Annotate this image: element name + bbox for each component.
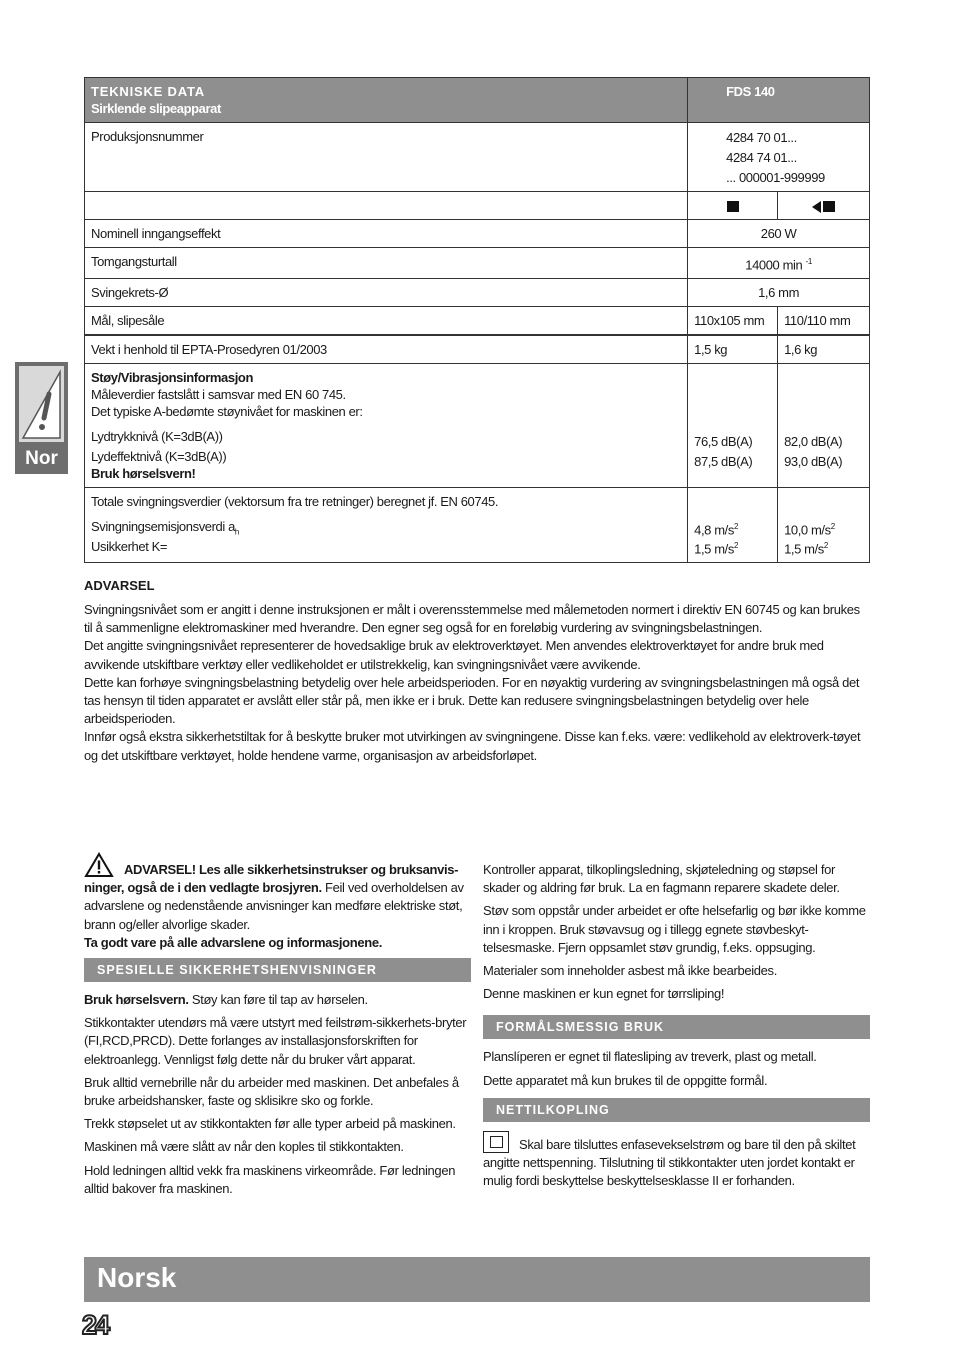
warning-title: ADVARSEL: [84, 578, 155, 593]
right-paragraph-1: Kontroller apparat, tilkoplingsledning, skjøteledning og støpsel for skader og aldring før bruk. La en fagmann reparere skadete deler.: [483, 862, 840, 896]
noise-line-2: Det typiske A-bedømte støynivået for maskinen er:: [91, 404, 363, 420]
vibration-intro: Totale svingningsverdier (vektorsum fra tre retninger) beregnet jf. EN 60745.: [91, 494, 499, 510]
spec-table: [84, 77, 870, 563]
section-special-safety: SPESIELLE SIKKERHETSHENVISNINGER: [84, 958, 471, 982]
spec-row-power: [85, 220, 870, 248]
orbit-label: Svingekrets-Ø: [85, 279, 688, 307]
speed-label: Tomgangsturtall: [85, 248, 688, 279]
squared-sup: 2: [733, 540, 739, 550]
warning-body: [84, 601, 870, 765]
production-value-3: ... 000001-999999: [726, 170, 825, 185]
spec-row-pad: [85, 307, 870, 336]
spec-header-row: [85, 78, 870, 123]
right-column: [483, 861, 870, 1195]
spec-header-title-cell: [85, 78, 688, 123]
squared-sup: 2: [733, 522, 739, 532]
warning-paragraph-2: Det angitte svingningsnivået representerer de hovedsaklige bruk av elektroverktøyet. Men anvendes elektroverktøyet for andre bruk med avvikende utskiftbare verktøy eller vedlikeholdet er utilstrekkelig, kan svingningsnivået være avvikende.: [84, 638, 824, 672]
production-values-cell: [688, 123, 870, 192]
spec-header-subtitle: Sirklende slipeapparat: [91, 101, 221, 116]
protection-class-ii-icon: [483, 1131, 509, 1153]
spec-header-model-cell: [688, 78, 870, 123]
power-label: Nominell inngangseffekt: [85, 220, 688, 248]
vibration-values-2: [778, 488, 870, 563]
side-tab-label: Nor: [25, 448, 58, 469]
spec-row-speed: [85, 248, 870, 279]
hearing-bold: Bruk hørselsvern.: [84, 992, 189, 1008]
spec-header-title: TEKNISKE DATA: [91, 84, 205, 99]
squared-sup: 2: [823, 540, 828, 550]
footer-language: Norsk: [97, 1262, 177, 1293]
spec-row-production: [85, 123, 870, 192]
right-paragraph-2: Støv som oppstår under arbeidet er ofte helsefarlig og bør ikke komme inn i kroppen. Bruk støvavsug og i tillegg egnete støvbeskyt-telsesmaske. Fjern oppsamlet støv grundig, f.eks. oppsuging.: [483, 903, 866, 955]
warning-triangle-icon: [84, 852, 114, 878]
safety-intro-bold: ADVARSEL! Les alle sikkerhetsinstrukser og bruksanvis-ninger, også de i den vedlagte brosjyren.: [84, 862, 459, 896]
power-value: 260 W: [688, 220, 870, 248]
weight-value-2: 1,6 kg: [778, 335, 870, 364]
spec-model: FDS 140: [726, 84, 775, 99]
side-language-tab: [15, 362, 68, 474]
production-label: Produksjonsnummer: [85, 123, 688, 192]
vibration-emission-sub: h: [234, 527, 239, 537]
speed-unit-sup: -1: [805, 257, 812, 266]
left-paragraph-4: Trekk støpselet ut av stikkontakten før alle typer arbeid på maskinen.: [84, 1116, 456, 1132]
noise-values-1: [688, 364, 778, 488]
left-paragraph-5: Maskinen må være slått av når den koples til stikkontakten.: [84, 1139, 404, 1155]
use-paragraph-1: Planslíperen er egnet til flatesliping av treverk, plast og metall.: [483, 1049, 817, 1065]
sound-pressure-label: Lydtrykknivå (K=3dB(A)): [91, 429, 223, 445]
weight-label: Vekt i henhold til EPTA-Prosedyren 01/2003: [85, 335, 688, 364]
side-tab-icon-area: [19, 366, 64, 442]
vibration-info-cell: [85, 488, 688, 563]
page-number: 24: [82, 1310, 109, 1340]
symbol-cell-2: [778, 192, 870, 220]
hearing-paragraph: [84, 991, 471, 1009]
pad-label: Mål, slipesåle: [85, 307, 688, 336]
left-paragraph-2: Stikkontakter utendørs må være utstyrt med feilstrøm-sikkerhets-bryter (FI,RCD,PRCD). Dette forlanges av installasjonsforskriften for elektroanlegg. Vennligst følg dette når du bruker vårt apparat.: [84, 1015, 467, 1067]
footer-language-bar: [84, 1257, 870, 1302]
pad-value-1: 110x105 mm: [688, 307, 778, 336]
vibration-emission-2: 10,0 m/s: [784, 522, 831, 538]
sound-pressure-1: 76,5 dB(A): [694, 434, 753, 450]
mains-paragraph: [483, 1131, 870, 1191]
vibration-emission-label: Svingningsemisjonsverdi a: [91, 519, 235, 535]
vibration-uncertainty-label: Usikkerhet K=: [91, 538, 168, 554]
sound-power-label: Lydeffektnivå (K=3dB(A)): [91, 449, 227, 465]
sound-pressure-2: 82,0 dB(A): [784, 434, 843, 450]
speed-value-cell: [688, 248, 870, 279]
square-symbol-icon: [823, 201, 835, 212]
left-paragraph-3: Bruk alltid vernebrille når du arbeider med maskinen. Det anbefales å bruke arbeidshansker, faste og sklisikre sko og forkle.: [84, 1074, 459, 1109]
square-symbol-icon: [727, 201, 739, 212]
vibration-emission-1: 4,8 m/s: [694, 522, 734, 538]
pad-value-2: 110/110 mm: [778, 307, 870, 336]
section-intended-use: FORMÅLSMESSIG BRUK: [483, 1015, 870, 1039]
safety-intro-rest: Feil ved overholdelsen av advarslene og nedenstående anvisninger kan medføre elektriske støt, brann og/eller alvorlige skader.: [84, 880, 464, 932]
vibration-values-1: [688, 488, 778, 563]
spec-row-orbit: [85, 279, 870, 307]
warning-paragraph-1: Svingningsnivået som er angitt i denne instruksjonen er målt i overensstemmelse med målemetoden normert i direktiv EN 60745 og kan brukes til å sammenligne elektromaskiner med hverandre. Den egner seg også for en foreløbig vurdering av svingningsbelastningen.: [84, 602, 860, 636]
symbol-cell-1: [688, 192, 778, 220]
noise-title: Støy/Vibrasjonsinformasjon: [91, 370, 254, 386]
vibration-emission-2-line: [784, 518, 863, 538]
vibration-uncertainty-1: 1,5 m/s: [694, 540, 734, 556]
left-paragraph-6: Hold ledningen alltid vekk fra maskinens virkeområde. Før ledningen alltid bakover fra maskinen.: [84, 1162, 456, 1196]
spec-row-weight: [85, 335, 870, 364]
orbit-value: 1,6 mm: [688, 279, 870, 307]
weight-value-1: 1,5 kg: [688, 335, 778, 364]
warning-paragraph-4: Innfør også ekstra sikkerhetstiltak for å beskytte bruker mot utvirkingen av svingningene. Disse kan f.eks. være: vedlikehold av elektroverk-tøyet og det utskiftbare verktøyet, holde hendene varme, organisasjon av arbeidsforløpet.: [84, 729, 861, 763]
right-paragraph-4: Denne maskinen er kun egnet for tørrsliping!: [483, 986, 725, 1002]
vibration-emission-1-line: [694, 518, 771, 538]
spec-row-noise: [85, 364, 870, 488]
speed-value: 14000 min: [745, 257, 803, 273]
safety-intro: [84, 852, 471, 952]
production-value-1: 4284 70 01...: [726, 130, 797, 145]
exclamation-warning-icon: [19, 366, 64, 442]
production-value-2: 4284 74 01...: [726, 150, 797, 165]
hearing-protection-label: Bruk hørselsvern!: [91, 466, 196, 482]
noise-line-1: Måleverdier fastslått i samsvar med EN 60 745.: [91, 387, 346, 403]
vibration-uncertainty-2-line: [784, 537, 863, 557]
noise-info-cell: [85, 364, 688, 488]
right-paragraph-3: Materialer som inneholder asbest må ikke bearbeides.: [483, 963, 777, 979]
noise-values-2: [778, 364, 870, 488]
vibration-uncertainty-2: 1,5 m/s: [784, 540, 824, 556]
warning-paragraph-3: Dette kan forhøye svingningsbelastning betydelig over hele arbeidsperioden. For en nøyaktig vurdering av svingningsbelastningen må også det tas hensyn til tiden apparatet er avslått eller står på, men ikke er i bruk. Dette kan redusere svingningsbelastningen betydelig over hele arbeidsperioden.: [84, 674, 860, 727]
sound-power-2: 93,0 dB(A): [784, 454, 843, 470]
sound-power-1: 87,5 dB(A): [694, 454, 753, 470]
mains-text: Skal bare tilsluttes enfasevekselstrøm og bare til den på skiltet angitte nettspenning. Tilslutning til stikkontakter uten jordet kontakt er mulig fordi beskyttelse beskyttelsesklasse II er forhanden.: [483, 1136, 856, 1189]
arrow-left-symbol-icon: [812, 201, 821, 213]
spec-row-vibration: [85, 488, 870, 563]
left-column: [84, 852, 471, 1203]
spec-row-symbols: [85, 192, 870, 220]
squared-sup: 2: [830, 522, 835, 532]
vibration-uncertainty-1-line: [694, 537, 771, 557]
hearing-rest: Støy kan føre til tap av hørselen.: [188, 992, 368, 1008]
safety-intro-bold-2: Ta godt vare på alle advarslene og informasjonene.: [84, 934, 382, 950]
use-paragraph-2: Dette apparatet må kun brukes til de oppgitte formål.: [483, 1072, 768, 1088]
symbol-blank-cell: [85, 192, 688, 220]
section-mains-connection: NETTILKOPLING: [483, 1098, 870, 1122]
